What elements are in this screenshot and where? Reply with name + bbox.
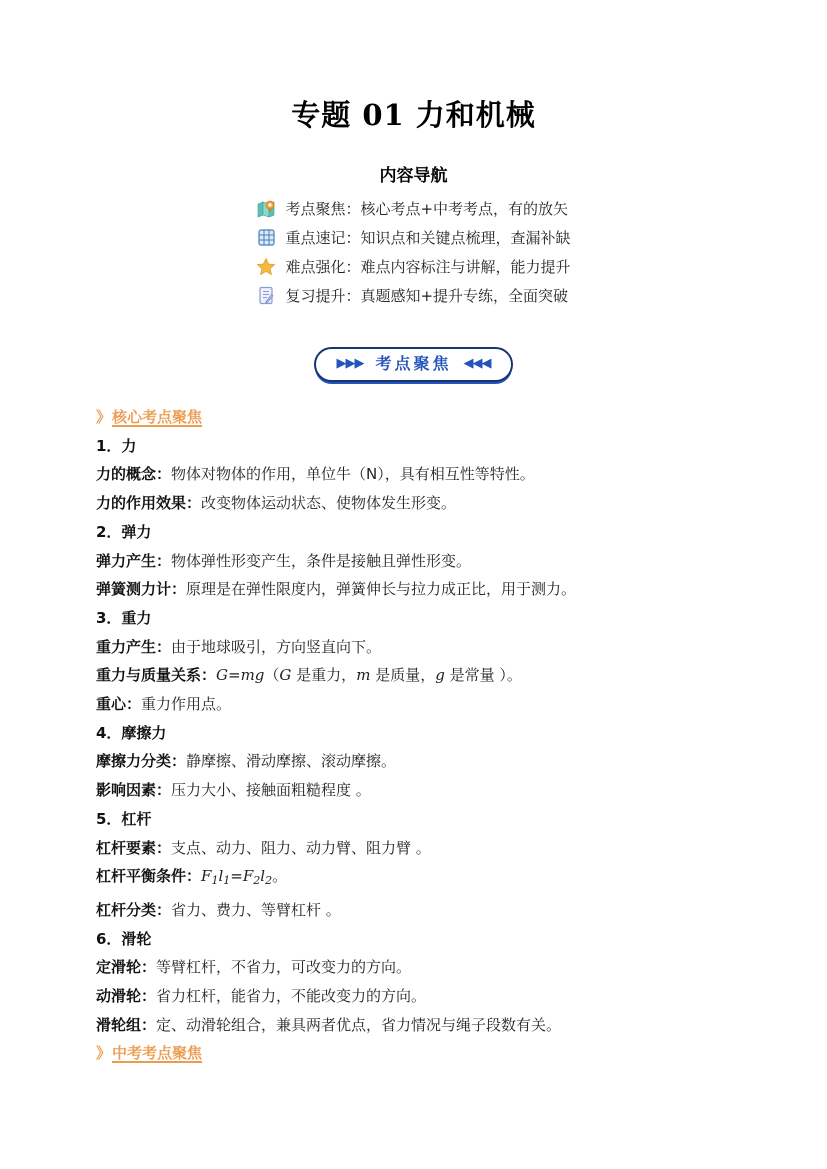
term-label: 定滑轮： bbox=[96, 958, 157, 977]
definition-text: 省力、费力、等臂杠杆 。 bbox=[171, 900, 341, 919]
definition-text: mg bbox=[240, 666, 265, 685]
definition-text: 定、动滑轮组合，兼具两者优点，省力情况与绳子段数有关。 bbox=[156, 1015, 562, 1034]
definition-text: G bbox=[216, 666, 228, 685]
definition-text: 支点、动力、阻力、动力臂、阻力臂 。 bbox=[171, 838, 431, 857]
double-chevron-icon: 》 bbox=[96, 1044, 112, 1063]
nav-item-kaodian bbox=[256, 194, 570, 223]
core-focus-link[interactable]: 核心考点聚焦 bbox=[112, 408, 203, 426]
definition-text: 改变物体运动状态、使物体发生形变。 bbox=[201, 494, 457, 513]
definition-text: 物体对物体的作用，单位牛（N），具有相互性等特性。 bbox=[171, 465, 535, 484]
term-label: 重力与质量关系： bbox=[96, 666, 217, 685]
map-search-icon bbox=[256, 199, 276, 219]
definition-text: l bbox=[260, 867, 266, 886]
star-icon bbox=[256, 257, 276, 277]
definition-text: 由于地球吸引，方向竖直向下。 bbox=[171, 637, 382, 656]
term-label: 力的概念： bbox=[96, 465, 172, 484]
content-line bbox=[96, 982, 737, 1011]
definition-text: m bbox=[356, 666, 371, 685]
page-title: 专题 01 力和机械 bbox=[291, 98, 536, 132]
nav-item-fuxi bbox=[256, 281, 570, 310]
definition-text: 是重力， bbox=[291, 666, 357, 685]
nav-item-text: 难点强化：难点内容标注与讲解，能力提升 bbox=[285, 258, 571, 276]
section-number: 3．重力 bbox=[96, 608, 152, 627]
term-label: 重心： bbox=[96, 695, 142, 714]
sections-list bbox=[96, 432, 737, 1040]
definition-text: g bbox=[435, 666, 445, 685]
double-chevron-icon: 》 bbox=[96, 408, 112, 426]
content-line bbox=[96, 547, 737, 576]
definition-text: 是质量， bbox=[370, 666, 436, 685]
content-line bbox=[96, 953, 737, 982]
definition-text: 压力大小、接触面粗糙程度 。 bbox=[171, 781, 371, 800]
content-line bbox=[96, 862, 737, 896]
content-line bbox=[96, 896, 737, 925]
section-number: 2．弹力 bbox=[96, 522, 152, 541]
kaodian-jujiao-banner bbox=[314, 347, 512, 382]
right-triangles-icon: ▶▶▶ bbox=[336, 356, 364, 371]
grid-notebook-icon bbox=[256, 228, 276, 248]
content-nav-heading: 内容导航 bbox=[379, 166, 448, 186]
definition-text: 。 bbox=[272, 867, 288, 886]
banner-label: 考点聚焦 bbox=[375, 354, 452, 373]
section-number: 6．滑轮 bbox=[96, 929, 152, 948]
term-label: 杠杆要素： bbox=[96, 838, 172, 857]
definition-text: 静摩擦、滑动摩擦、滚动摩擦。 bbox=[186, 752, 397, 771]
content-line bbox=[96, 747, 737, 776]
exam-focus-link[interactable]: 中考考点聚焦 bbox=[112, 1044, 203, 1063]
definition-text: F bbox=[201, 867, 212, 886]
nav-item-nandian bbox=[256, 252, 570, 281]
nav-item-text: 考点聚焦：核心考点+中考考点，有的放矢 bbox=[285, 200, 569, 218]
section-number: 5．杠杆 bbox=[96, 809, 152, 828]
doc-pencil-icon bbox=[256, 286, 276, 306]
document-body bbox=[0, 403, 827, 1068]
definition-text: 1 bbox=[223, 874, 231, 888]
content-line bbox=[96, 776, 737, 805]
nav-item-zhongdian bbox=[256, 223, 570, 252]
content-line bbox=[96, 460, 737, 489]
definition-text: （ bbox=[264, 666, 280, 685]
exam-focus-heading bbox=[96, 1039, 737, 1068]
definition-text: l bbox=[218, 867, 224, 886]
definition-text: = bbox=[228, 666, 241, 685]
nav-item-text: 重点速记：知识点和关键点梳理，查漏补缺 bbox=[285, 229, 571, 247]
content-nav-list bbox=[256, 194, 570, 310]
content-line bbox=[96, 690, 737, 719]
term-label: 影响因素： bbox=[96, 781, 172, 800]
section-banner-wrap bbox=[0, 347, 827, 382]
term-label: 动滑轮： bbox=[96, 987, 157, 1006]
content-line bbox=[96, 489, 737, 518]
definition-text: G bbox=[279, 666, 292, 685]
term-label: 弹簧测力计： bbox=[96, 580, 187, 599]
section-number: 1．力 bbox=[96, 436, 137, 455]
definition-text: 等臂杠杆，不省力，可改变力的方向。 bbox=[156, 958, 412, 977]
definition-text: 2 bbox=[265, 874, 273, 888]
nav-item-text: 复习提升：真题感知+提升专练，全面突破 bbox=[285, 287, 569, 305]
section-number: 4．摩擦力 bbox=[96, 723, 167, 742]
content-line bbox=[96, 575, 737, 604]
definition-text: 省力杠杆，能省力，不能改变力的方向。 bbox=[156, 987, 427, 1006]
term-label: 弹力产生： bbox=[96, 551, 172, 570]
definition-text: 原理是在弹性限度内，弹簧伸长与拉力成正比，用于测力。 bbox=[186, 580, 577, 599]
term-label: 滑轮组： bbox=[96, 1015, 157, 1034]
definition-text: = bbox=[230, 867, 243, 886]
definition-text: 是常量 ）。 bbox=[444, 666, 522, 685]
left-triangles-icon: ◀◀◀ bbox=[463, 356, 491, 371]
term-label: 杠杆平衡条件： bbox=[96, 867, 202, 886]
content-line bbox=[96, 633, 737, 662]
term-label: 力的作用效果： bbox=[96, 494, 202, 513]
content-line bbox=[96, 1011, 737, 1040]
content-line bbox=[96, 834, 737, 863]
term-label: 摩擦力分类： bbox=[96, 752, 187, 771]
term-label: 杠杆分类： bbox=[96, 900, 172, 919]
core-focus-heading bbox=[96, 403, 737, 432]
definition-text: F bbox=[242, 867, 254, 886]
term-label: 重力产生： bbox=[96, 637, 172, 656]
definition-text: 1 bbox=[211, 874, 219, 888]
definition-text: 重力作用点。 bbox=[141, 695, 232, 714]
content-line bbox=[96, 661, 737, 690]
definition-text: 2 bbox=[253, 874, 261, 888]
definition-text: 物体弹性形变产生，条件是接触且弹性形变。 bbox=[171, 551, 472, 570]
